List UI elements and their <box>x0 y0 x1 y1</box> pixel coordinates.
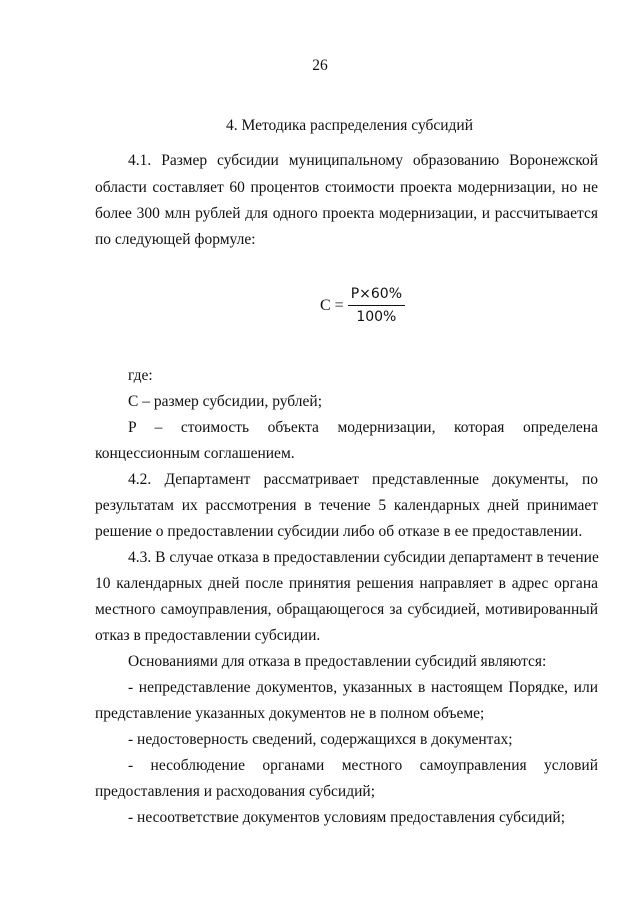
ground-3-line: предоставления и расходования субсидий; <box>95 783 376 800</box>
section-title: 4. Методика распределения субсидий <box>226 117 474 134</box>
para-4-2-line: результатам их рассмотрения в течение 5 календарных дней принимает <box>95 497 598 514</box>
ground-1-line: представление указанных документов не в полном объеме; <box>95 705 485 722</box>
formula-equals: = <box>334 296 344 314</box>
where-label: где: <box>128 367 153 384</box>
subsidy-formula <box>320 286 405 325</box>
formula-lhs: C <box>320 296 331 314</box>
ground-2: - недостоверность сведений, содержащихся в документах; <box>128 731 513 748</box>
para-4-1-line: более 300 млн рублей для одного проекта модернизации, и рассчитывается <box>95 205 598 222</box>
para-4-3-line: местного самоуправления, обращающегося за субсидией, мотивированный <box>95 601 598 618</box>
formula-numerator: P×60% <box>348 286 405 306</box>
ground-1-line: - непредставление документов, указанных в настоящем Порядке, или <box>128 679 598 696</box>
para-4-3-line: отказ в предоставлении субсидии. <box>95 627 321 644</box>
formula-denominator: 100% <box>356 309 397 325</box>
para-4-3-line: 10 календарных дней после принятия решения направляет в адрес органа <box>95 575 598 592</box>
para-4-1-line: 4.1. Размер субсидии муниципальному образованию Воронежской <box>128 152 598 169</box>
ground-3-line: - несоблюдение органами местного самоуправления условий <box>128 757 598 774</box>
grounds-intro: Основаниями для отказа в предоставлении субсидий являются: <box>128 653 547 670</box>
para-4-1-line: области составляет 60 процентов стоимости проекта модернизации, но не <box>95 179 598 196</box>
para-4-2-line: решение о предоставлении субсидии либо об отказе в ее предоставлении. <box>95 523 583 540</box>
para-4-1-line: по следующей формуле: <box>95 231 256 248</box>
definition-c: C – размер субсидии, рублей; <box>128 393 322 410</box>
definition-p-line: концессионным соглашением. <box>95 445 295 462</box>
para-4-3-line: 4.3. В случае отказа в предоставлении субсидии департамент в течение <box>128 549 599 566</box>
formula-fraction <box>348 286 405 325</box>
page-number: 26 <box>312 57 328 74</box>
definition-p-line: P – стоимость объекта модернизации, которая определена <box>128 419 598 436</box>
ground-4: - несоответствие документов условиям предоставления субсидий; <box>128 809 566 826</box>
para-4-2-line: 4.2. Департамент рассматривает представленные документы, по <box>128 471 598 488</box>
